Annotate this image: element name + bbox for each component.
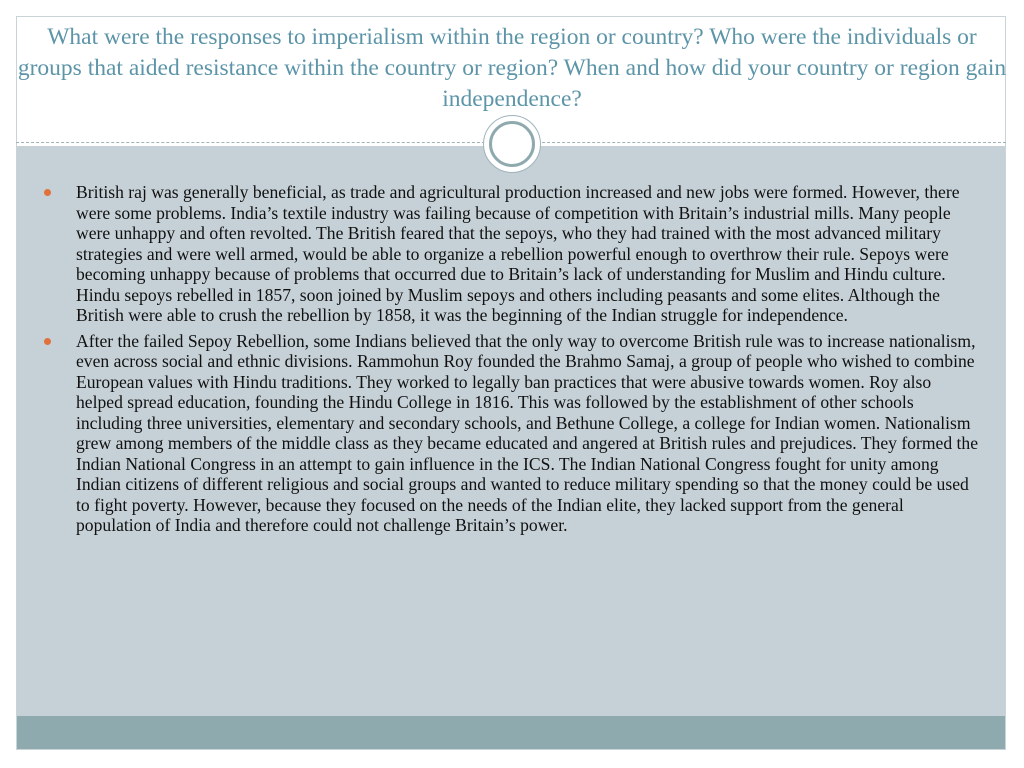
bullet-text: After the failed Sepoy Rebellion, some Indians believed that the only way to overcome British rule was to increase nationalism, even across social and ethnic divisions. Rammohun Roy founded the Brahmo Samaj, a group of people who wished to combine European values with Hindu traditions. They worked to legally ban practices that were abusive towards women. Roy also helped spread education, founding the Hindu College in 1816. This was followed by the establishment of other schools including three universities, elementary and secondary schools, and Bethune College, a college for Indian women. Nationalism grew among members of the middle class as they became educated and angered at British rules and prejudices. They formed the Indian National Congress in an attempt to gain influence in the ICS. The Indian National Congress fought for unity among Indian citizens of different religious and social groups and wanted to reduce military spending so that the money could be used to fight poverty. However, because they focused on the needs of the Indian elite, they lacked support from the general population of India and therefore could not challenge Britain’s power. [76, 330, 979, 535]
bullet-item [36, 182, 980, 326]
bullet-dot-icon [44, 338, 51, 345]
footer-bar [17, 716, 1005, 749]
bullet-item [36, 331, 980, 536]
decorative-ring-icon [489, 121, 535, 167]
decorative-circle-icon [483, 115, 541, 173]
bullet-dot-icon [44, 189, 51, 196]
bullet-text: British raj was generally beneficial, as trade and agricultural production increased and new jobs were formed. However, there were some problems. India’s textile industry was failing because of competition with Britain’s industrial mills. Many people were unhappy and often revolted. The British feared that the sepoys, who they had trained with the most advanced military strategies and were well armed, would be able to organize a rebellion powerful enough to overthrow their rule. Sepoys were becoming unhappy because of problems that occurred due to Britain’s lack of understanding for Muslim and Hindu culture. Hindu sepoys rebelled in 1857, soon joined by Muslim sepoys and others including peasants and some elites. Although the British were able to crush the rebellion by 1858, it was the beginning of the Indian struggle for independence. [76, 182, 960, 325]
slide-title: What were the responses to imperialism within the region or country? Who were the individuals or groups that aided resistance within the country or region? When and how did your country or region gain independence? [17, 24, 1007, 112]
bullet-list [36, 182, 980, 541]
